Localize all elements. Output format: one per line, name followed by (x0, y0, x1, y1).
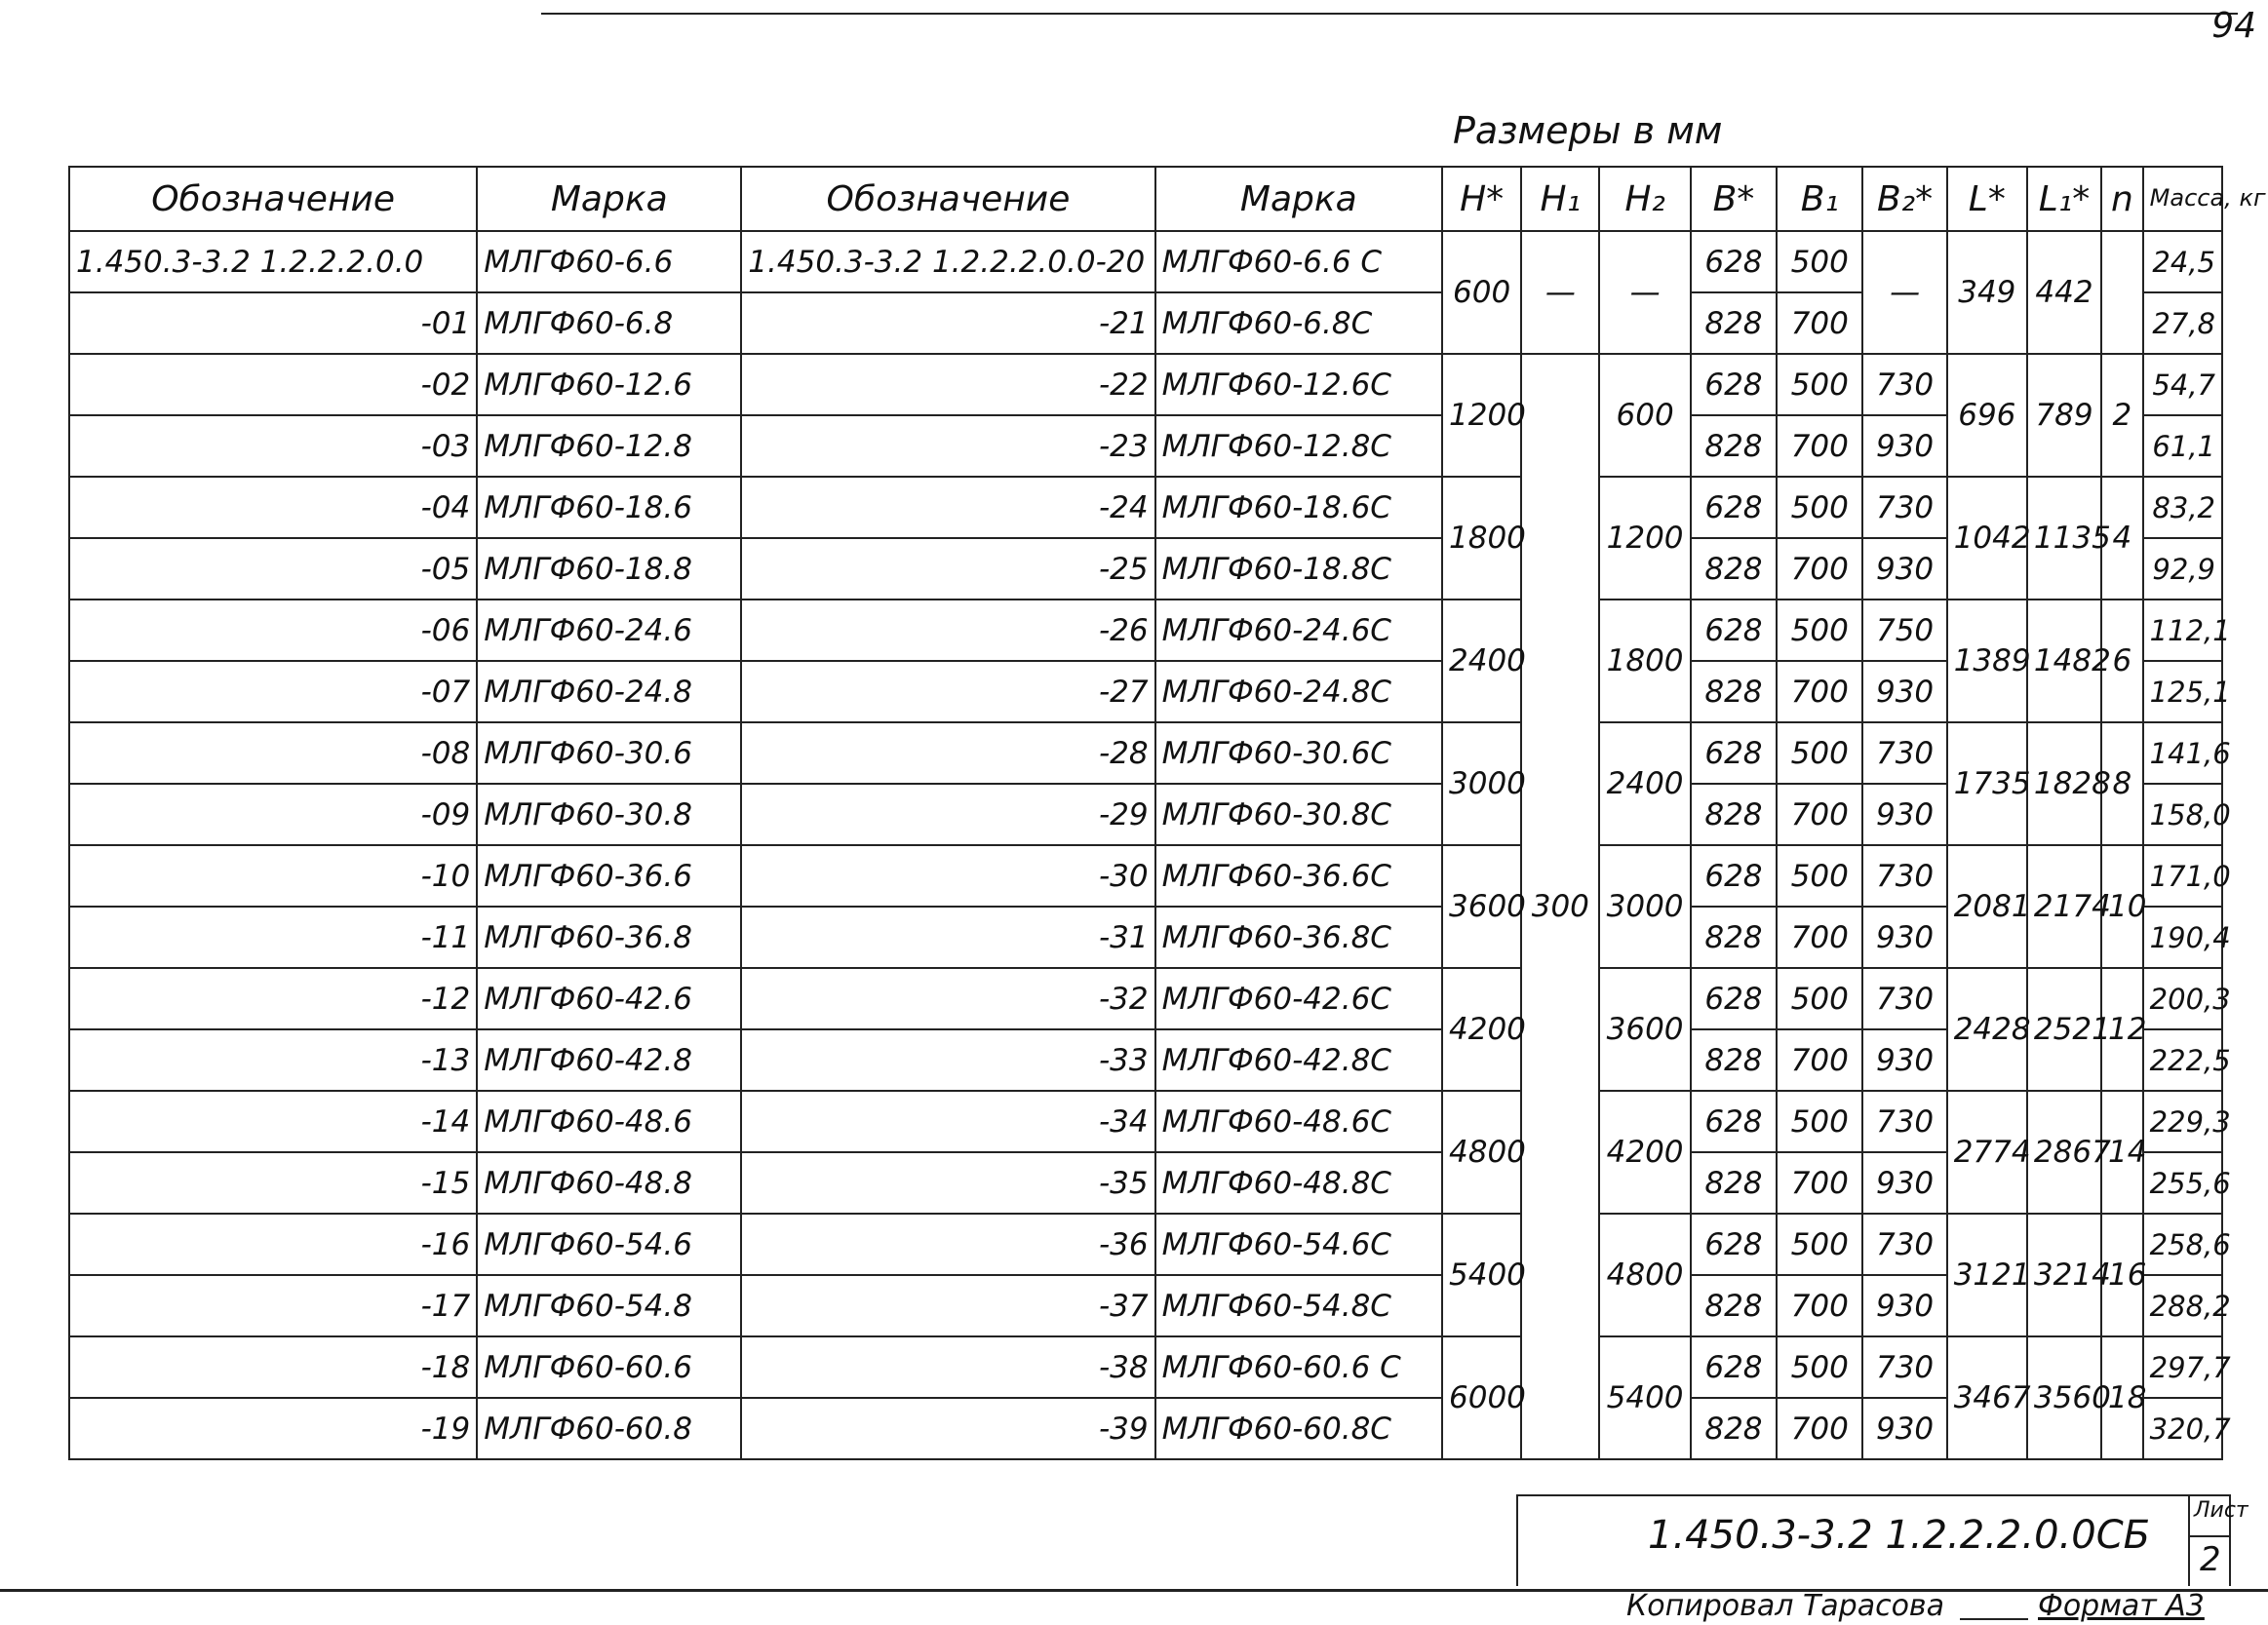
b-cell: 628 (1691, 968, 1777, 1029)
b-cell: 628 (1691, 1091, 1777, 1152)
h2-cell: 600 (1599, 354, 1690, 477)
designation-c-cell: -38 (741, 1336, 1154, 1398)
mark-cell: МЛГФ60-36.6 (477, 845, 741, 907)
designation-c-cell: -21 (741, 292, 1154, 354)
designation-c-cell: 1.450.3-3.2 1.2.2.2.0.0-20 (741, 231, 1154, 292)
designation-cell: 1.450.3-3.2 1.2.2.2.0.0 (69, 231, 477, 292)
mass-cell: 288,2 (2143, 1275, 2222, 1336)
h-cell: 4200 (1442, 968, 1521, 1091)
mark-c-cell: МЛГФ60-60.6 С (1155, 1336, 1442, 1398)
h2-cell: 1200 (1599, 477, 1690, 600)
n-cell: 6 (2101, 600, 2143, 722)
designation-cell: -12 (69, 968, 477, 1029)
mass-cell: 222,5 (2143, 1029, 2222, 1091)
designation-cell: -01 (69, 292, 477, 354)
b1-cell: 700 (1777, 1275, 1862, 1336)
l1-cell: 442 (2027, 231, 2101, 354)
mass-cell: 190,4 (2143, 907, 2222, 968)
b1-cell: 700 (1777, 661, 1862, 722)
designation-cell: -14 (69, 1091, 477, 1152)
designation-c-cell: -22 (741, 354, 1154, 415)
designation-c-cell: -31 (741, 907, 1154, 968)
mass-cell: 92,9 (2143, 538, 2222, 600)
n-cell: 14 (2101, 1091, 2143, 1214)
b-cell: 628 (1691, 845, 1777, 907)
b2-cell: 730 (1862, 1214, 1946, 1275)
mark-c-cell: МЛГФ60-36.6С (1155, 845, 1442, 907)
h2-cell: 2400 (1599, 722, 1690, 845)
mark-c-cell: МЛГФ60-36.8С (1155, 907, 1442, 968)
l1-cell: 789 (2027, 354, 2101, 477)
designation-cell: -15 (69, 1152, 477, 1214)
mark-c-cell: МЛГФ60-60.8С (1155, 1398, 1442, 1459)
designation-cell: -17 (69, 1275, 477, 1336)
mark-cell: МЛГФ60-18.8 (477, 538, 741, 600)
table-row (69, 845, 2222, 907)
b2-cell: 930 (1862, 907, 1946, 968)
table-row (69, 1336, 2222, 1398)
b1-cell: 700 (1777, 415, 1862, 477)
mark-cell: МЛГФ60-24.6 (477, 600, 741, 661)
designation-cell: -03 (69, 415, 477, 477)
l-cell: 1389 (1947, 600, 2027, 722)
designation-c-cell: -39 (741, 1398, 1154, 1459)
b-cell: 828 (1691, 1152, 1777, 1214)
b-cell: 628 (1691, 354, 1777, 415)
header-mark-2: Марка (1155, 167, 1442, 231)
l1-cell: 1482 (2027, 600, 2101, 722)
mark-c-cell: МЛГФ60-42.8С (1155, 1029, 1442, 1091)
table-row (69, 415, 2222, 477)
mark-cell: МЛГФ60-48.6 (477, 1091, 741, 1152)
document-code: 1.450.3-3.2 1.2.2.2.0.0СБ (1648, 1513, 2151, 1558)
mark-cell: МЛГФ60-60.8 (477, 1398, 741, 1459)
b-cell: 828 (1691, 1398, 1777, 1459)
header-n: n (2101, 167, 2143, 231)
mass-cell: 229,3 (2143, 1091, 2222, 1152)
l-cell: 2428 (1947, 968, 2027, 1091)
header-b1: B₁ (1777, 167, 1862, 231)
l-cell: 3467 (1947, 1336, 2027, 1459)
mass-cell: 297,7 (2143, 1336, 2222, 1398)
b2-cell: 930 (1862, 1398, 1946, 1459)
header-designation: Обозначение (69, 167, 477, 231)
l1-cell: 3560 (2027, 1336, 2101, 1459)
mark-cell: МЛГФ60-30.8 (477, 784, 741, 845)
h1-cell: — (1521, 231, 1599, 354)
table-row (69, 538, 2222, 600)
l1-cell: 2867 (2027, 1091, 2101, 1214)
h-cell: 5400 (1442, 1214, 1521, 1336)
l1-cell: 1135 (2027, 477, 2101, 600)
b-cell: 828 (1691, 784, 1777, 845)
mark-cell: МЛГФ60-24.8 (477, 661, 741, 722)
mass-cell: 258,6 (2143, 1214, 2222, 1275)
header-h1: H₁ (1521, 167, 1599, 231)
designation-cell: -04 (69, 477, 477, 538)
n-cell: 4 (2101, 477, 2143, 600)
mark-cell: МЛГФ60-54.8 (477, 1275, 741, 1336)
h-cell: 1800 (1442, 477, 1521, 600)
sheet-number: 2 (2200, 1540, 2221, 1579)
table-row (69, 1029, 2222, 1091)
b1-cell: 500 (1777, 968, 1862, 1029)
table-row (69, 722, 2222, 784)
b1-cell: 500 (1777, 477, 1862, 538)
table-header-row (69, 167, 2222, 231)
mark-c-cell: МЛГФ60-12.8С (1155, 415, 1442, 477)
designation-c-cell: -30 (741, 845, 1154, 907)
mass-cell: 112,1 (2143, 600, 2222, 661)
mark-cell: МЛГФ60-12.8 (477, 415, 741, 477)
n-cell (2101, 231, 2143, 354)
b2-cell: 730 (1862, 477, 1946, 538)
designation-cell: -11 (69, 907, 477, 968)
mark-c-cell: МЛГФ60-42.6С (1155, 968, 1442, 1029)
h1-merged-cell: 300 (1521, 354, 1599, 1459)
table-row (69, 1091, 2222, 1152)
table-row (69, 784, 2222, 845)
b-cell: 828 (1691, 907, 1777, 968)
b2-cell: 730 (1862, 1336, 1946, 1398)
l-cell: 1735 (1947, 722, 2027, 845)
h-cell: 2400 (1442, 600, 1521, 722)
designation-cell: -02 (69, 354, 477, 415)
b-cell: 628 (1691, 600, 1777, 661)
mass-cell: 54,7 (2143, 354, 2222, 415)
mass-cell: 27,8 (2143, 292, 2222, 354)
b-cell: 628 (1691, 1336, 1777, 1398)
l-cell: 349 (1947, 231, 2027, 354)
designation-cell: -10 (69, 845, 477, 907)
mass-cell: 320,7 (2143, 1398, 2222, 1459)
h2-cell: 3600 (1599, 968, 1690, 1091)
table-row (69, 1152, 2222, 1214)
designation-c-cell: -29 (741, 784, 1154, 845)
table-row (69, 661, 2222, 722)
designation-cell: -05 (69, 538, 477, 600)
designation-cell: -16 (69, 1214, 477, 1275)
table-row (69, 968, 2222, 1029)
mark-cell: МЛГФ60-30.6 (477, 722, 741, 784)
b1-cell: 500 (1777, 1091, 1862, 1152)
h-cell: 600 (1442, 231, 1521, 354)
b-cell: 628 (1691, 722, 1777, 784)
n-cell: 2 (2101, 354, 2143, 477)
table-row (69, 600, 2222, 661)
mark-c-cell: МЛГФ60-30.8С (1155, 784, 1442, 845)
h2-cell: — (1599, 231, 1690, 354)
mark-c-cell: МЛГФ60-54.6С (1155, 1214, 1442, 1275)
header-b2: B₂* (1862, 167, 1946, 231)
b-cell: 828 (1691, 1275, 1777, 1336)
designation-c-cell: -36 (741, 1214, 1154, 1275)
mark-cell: МЛГФ60-48.8 (477, 1152, 741, 1214)
table-row (69, 1398, 2222, 1459)
b-cell: 628 (1691, 1214, 1777, 1275)
h-cell: 3000 (1442, 722, 1521, 845)
mark-c-cell: МЛГФ60-18.6С (1155, 477, 1442, 538)
designation-c-cell: -25 (741, 538, 1154, 600)
mark-cell: МЛГФ60-36.8 (477, 907, 741, 968)
b2-cell: 930 (1862, 538, 1946, 600)
table-row (69, 1275, 2222, 1336)
mark-c-cell: МЛГФ60-24.6С (1155, 600, 1442, 661)
mark-c-cell: МЛГФ60-54.8С (1155, 1275, 1442, 1336)
b2-cell: 750 (1862, 600, 1946, 661)
b2-cell: — (1862, 231, 1946, 354)
b1-cell: 500 (1777, 231, 1862, 292)
mark-cell: МЛГФ60-12.6 (477, 354, 741, 415)
h2-cell: 3000 (1599, 845, 1690, 968)
mass-cell: 83,2 (2143, 477, 2222, 538)
h2-cell: 4200 (1599, 1091, 1690, 1214)
mark-c-cell: МЛГФ60-12.6С (1155, 354, 1442, 415)
b2-cell: 930 (1862, 784, 1946, 845)
n-cell: 10 (2101, 845, 2143, 968)
b1-cell: 700 (1777, 1398, 1862, 1459)
b2-cell: 930 (1862, 1029, 1946, 1091)
mark-cell: МЛГФ60-6.8 (477, 292, 741, 354)
mark-c-cell: МЛГФ60-48.8С (1155, 1152, 1442, 1214)
header-mark: Марка (477, 167, 741, 231)
designation-cell: -09 (69, 784, 477, 845)
designation-cell: -19 (69, 1398, 477, 1459)
l-cell: 2081 (1947, 845, 2027, 968)
b2-cell: 730 (1862, 354, 1946, 415)
header-b: B* (1691, 167, 1777, 231)
designation-cell: -13 (69, 1029, 477, 1091)
mass-cell: 24,5 (2143, 231, 2222, 292)
copied-by: Копировал Тарасова (1626, 1589, 1944, 1623)
mark-cell: МЛГФ60-18.6 (477, 477, 741, 538)
l1-cell: 1828 (2027, 722, 2101, 845)
designation-c-cell: -26 (741, 600, 1154, 661)
mark-cell: МЛГФ60-60.6 (477, 1336, 741, 1398)
top-border-line (541, 13, 2238, 15)
page-number: 94 (2211, 6, 2256, 46)
b1-cell: 500 (1777, 354, 1862, 415)
b-cell: 828 (1691, 661, 1777, 722)
header-h2: H₂ (1599, 167, 1690, 231)
l1-cell: 2521 (2027, 968, 2101, 1091)
table-row (69, 907, 2222, 968)
b-cell: 828 (1691, 538, 1777, 600)
mark-c-cell: МЛГФ60-30.6С (1155, 722, 1442, 784)
mark-c-cell: МЛГФ60-6.6 С (1155, 231, 1442, 292)
b1-cell: 700 (1777, 907, 1862, 968)
mark-cell: МЛГФ60-42.6 (477, 968, 741, 1029)
header-mass: Масса, кг (2143, 167, 2222, 231)
designation-cell: -06 (69, 600, 477, 661)
h2-cell: 1800 (1599, 600, 1690, 722)
b1-cell: 700 (1777, 292, 1862, 354)
sizes-caption: Размеры в мм (1453, 109, 1723, 152)
designation-c-cell: -23 (741, 415, 1154, 477)
designation-c-cell: -24 (741, 477, 1154, 538)
designation-c-cell: -32 (741, 968, 1154, 1029)
h-cell: 3600 (1442, 845, 1521, 968)
b1-cell: 700 (1777, 538, 1862, 600)
b1-cell: 700 (1777, 1152, 1862, 1214)
designation-c-cell: -28 (741, 722, 1154, 784)
table-row (69, 477, 2222, 538)
b-cell: 628 (1691, 231, 1777, 292)
b1-cell: 500 (1777, 1336, 1862, 1398)
n-cell: 8 (2101, 722, 2143, 845)
designation-cell: -18 (69, 1336, 477, 1398)
signature-line (1960, 1618, 2028, 1620)
l-cell: 696 (1947, 354, 2027, 477)
b2-cell: 930 (1862, 415, 1946, 477)
l1-cell: 3214 (2027, 1214, 2101, 1336)
sheet-label: Лист (2194, 1498, 2248, 1523)
mass-cell: 171,0 (2143, 845, 2222, 907)
paper-format: Формат А3 (2038, 1589, 2205, 1623)
header-designation-2: Обозначение (741, 167, 1154, 231)
mark-c-cell: МЛГФ60-18.8С (1155, 538, 1442, 600)
b2-cell: 930 (1862, 661, 1946, 722)
mark-cell: МЛГФ60-54.6 (477, 1214, 741, 1275)
b2-cell: 930 (1862, 1152, 1946, 1214)
specification-table (68, 166, 2266, 1460)
b1-cell: 500 (1777, 722, 1862, 784)
b-cell: 828 (1691, 292, 1777, 354)
header-l: L* (1947, 167, 2027, 231)
designation-c-cell: -35 (741, 1152, 1154, 1214)
b2-cell: 930 (1862, 1275, 1946, 1336)
table-row (69, 231, 2222, 292)
mass-cell: 158,0 (2143, 784, 2222, 845)
n-cell: 18 (2101, 1336, 2143, 1459)
l1-cell: 2174 (2027, 845, 2101, 968)
b-cell: 628 (1691, 477, 1777, 538)
h-cell: 4800 (1442, 1091, 1521, 1214)
mark-c-cell: МЛГФ60-6.8С (1155, 292, 1442, 354)
b1-cell: 500 (1777, 600, 1862, 661)
b-cell: 828 (1691, 415, 1777, 477)
l-cell: 3121 (1947, 1214, 2027, 1336)
sheet-separator (2188, 1535, 2229, 1537)
b2-cell: 730 (1862, 722, 1946, 784)
mark-c-cell: МЛГФ60-48.6С (1155, 1091, 1442, 1152)
b1-cell: 700 (1777, 784, 1862, 845)
table-row (69, 1214, 2222, 1275)
mark-cell: МЛГФ60-6.6 (477, 231, 741, 292)
l-cell: 1042 (1947, 477, 2027, 600)
b-cell: 828 (1691, 1029, 1777, 1091)
b1-cell: 700 (1777, 1029, 1862, 1091)
designation-c-cell: -34 (741, 1091, 1154, 1152)
l-cell: 2774 (1947, 1091, 2027, 1214)
mass-cell: 61,1 (2143, 415, 2222, 477)
b2-cell: 730 (1862, 968, 1946, 1029)
b1-cell: 500 (1777, 1214, 1862, 1275)
b2-cell: 730 (1862, 1091, 1946, 1152)
mark-cell: МЛГФ60-42.8 (477, 1029, 741, 1091)
h2-cell: 5400 (1599, 1336, 1690, 1459)
mark-c-cell: МЛГФ60-24.8С (1155, 661, 1442, 722)
header-h: H* (1442, 167, 1521, 231)
h2-cell: 4800 (1599, 1214, 1690, 1336)
h-cell: 1200 (1442, 354, 1521, 477)
b1-cell: 500 (1777, 845, 1862, 907)
mass-cell: 255,6 (2143, 1152, 2222, 1214)
designation-c-cell: -37 (741, 1275, 1154, 1336)
table-row (69, 354, 2222, 415)
n-cell: 16 (2101, 1214, 2143, 1336)
mass-cell: 125,1 (2143, 661, 2222, 722)
designation-cell: -07 (69, 661, 477, 722)
designation-cell: -08 (69, 722, 477, 784)
header-l1: L₁* (2027, 167, 2101, 231)
n-cell: 12 (2101, 968, 2143, 1091)
designation-c-cell: -33 (741, 1029, 1154, 1091)
designation-c-cell: -27 (741, 661, 1154, 722)
mass-cell: 141,6 (2143, 722, 2222, 784)
h-cell: 6000 (1442, 1336, 1521, 1459)
b2-cell: 730 (1862, 845, 1946, 907)
mass-cell: 200,3 (2143, 968, 2222, 1029)
